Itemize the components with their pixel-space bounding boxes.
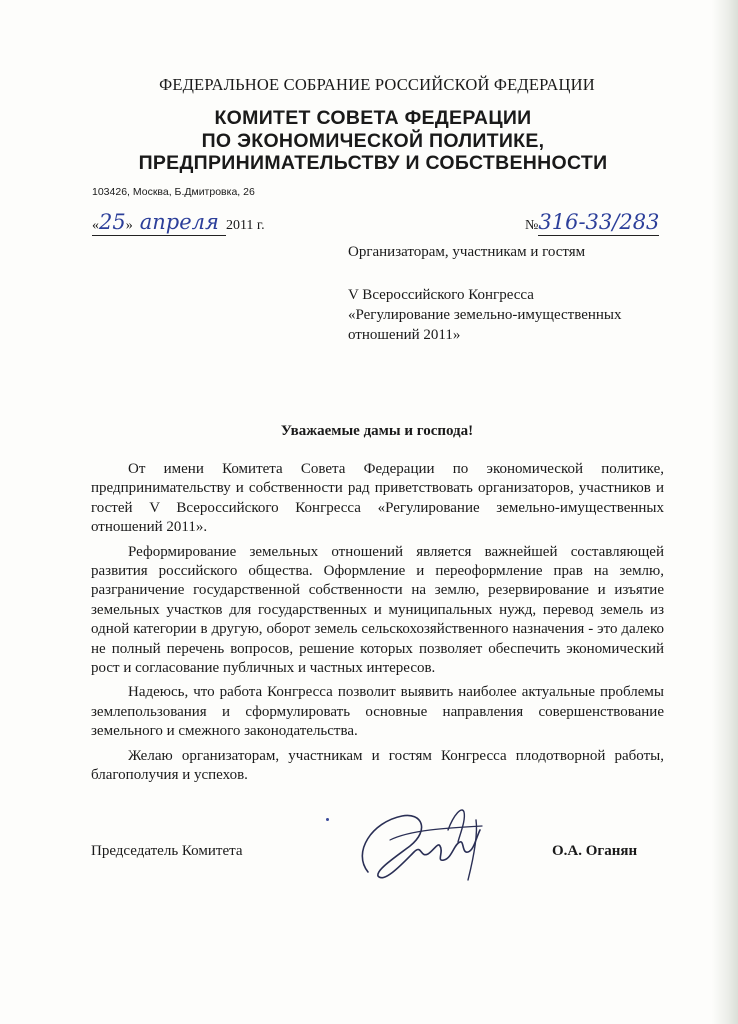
date-month: апреля (139, 210, 219, 234)
recipient-line1: Организаторам, участникам и гостям (348, 244, 586, 260)
ink-dot (326, 818, 329, 821)
body-paragraph-3: Надеюсь, что работа Конгресса позволит выявить наиболее актуальные проблемы землепользования и сформулировать основные направления совершенствование земельного и смежного законодательства. (91, 684, 664, 740)
number-prefix: № (525, 218, 539, 233)
recipient-line3: «Регулирование земельно-имущественных (348, 307, 622, 323)
body-paragraph-4: Желаю организаторам, участникам и гостям Конгресса плодотворной работы, благополучия и успехов. (91, 747, 664, 784)
outgoing-number (525, 210, 660, 236)
body-paragraph-1: От имени Комитета Совета Федерации по экономической политике, предпринимательству и собственности рад приветствовать организаторов, участников и гостей V Всероссийского Конгресса «Регулирование земельно-имущественных отношений 2011». (91, 461, 664, 536)
committee-title-line2: ПО ЭКОНОМИЧЕСКОЙ ПОЛИТИКЕ, (201, 130, 545, 152)
signer-title: Председатель Комитета (91, 843, 243, 859)
greeting: Уважаемые дамы и господа! (280, 423, 474, 439)
date-day: 25 (99, 210, 126, 234)
committee-address: 103426, Москва, Б.Дмитровка, 26 (92, 186, 255, 198)
committee-title-line1: КОМИТЕТ СОВЕТА ФЕДЕРАЦИИ (214, 107, 532, 129)
letter-body (91, 460, 664, 791)
signer-name: О.А. Оганян (552, 843, 638, 859)
recipient-block (348, 285, 678, 345)
letter-date (92, 210, 265, 236)
date-quote-open: « (92, 218, 99, 233)
recipient-line4: отношений 2011» (348, 327, 461, 343)
federal-assembly-heading: ФЕДЕРАЛЬНОЕ СОБРАНИЕ РОССИЙСКОЙ ФЕДЕРАЦИИ (159, 75, 595, 94)
date-quote-close: » (125, 218, 133, 233)
number-value: 316-33/283 (538, 210, 660, 234)
committee-title-line3: ПРЕДПРИНИМАТЕЛЬСТВУ И СОБСТВЕННОСТИ (138, 152, 608, 174)
date-year: 2011 г. (225, 218, 265, 233)
body-paragraph-2: Реформирование земельных отношений является важнейшей составляющей развития российского общества. Оформление и переоформление прав на землю, разграничение государственной собственности на землю, резервирование и изъятие земельных участков для государственных и муниципальных нужд, перевод земель из одной категории в другую, оборот земель сельскохозяйственного назначения - это далеко не полный перечень вопросов, решение которых позволяет обеспечить экономический рост и согласование публичных и частных интересов. (91, 543, 664, 677)
recipient-line2: V Всероссийского Конгресса (348, 287, 534, 303)
handwritten-signature (350, 800, 500, 890)
